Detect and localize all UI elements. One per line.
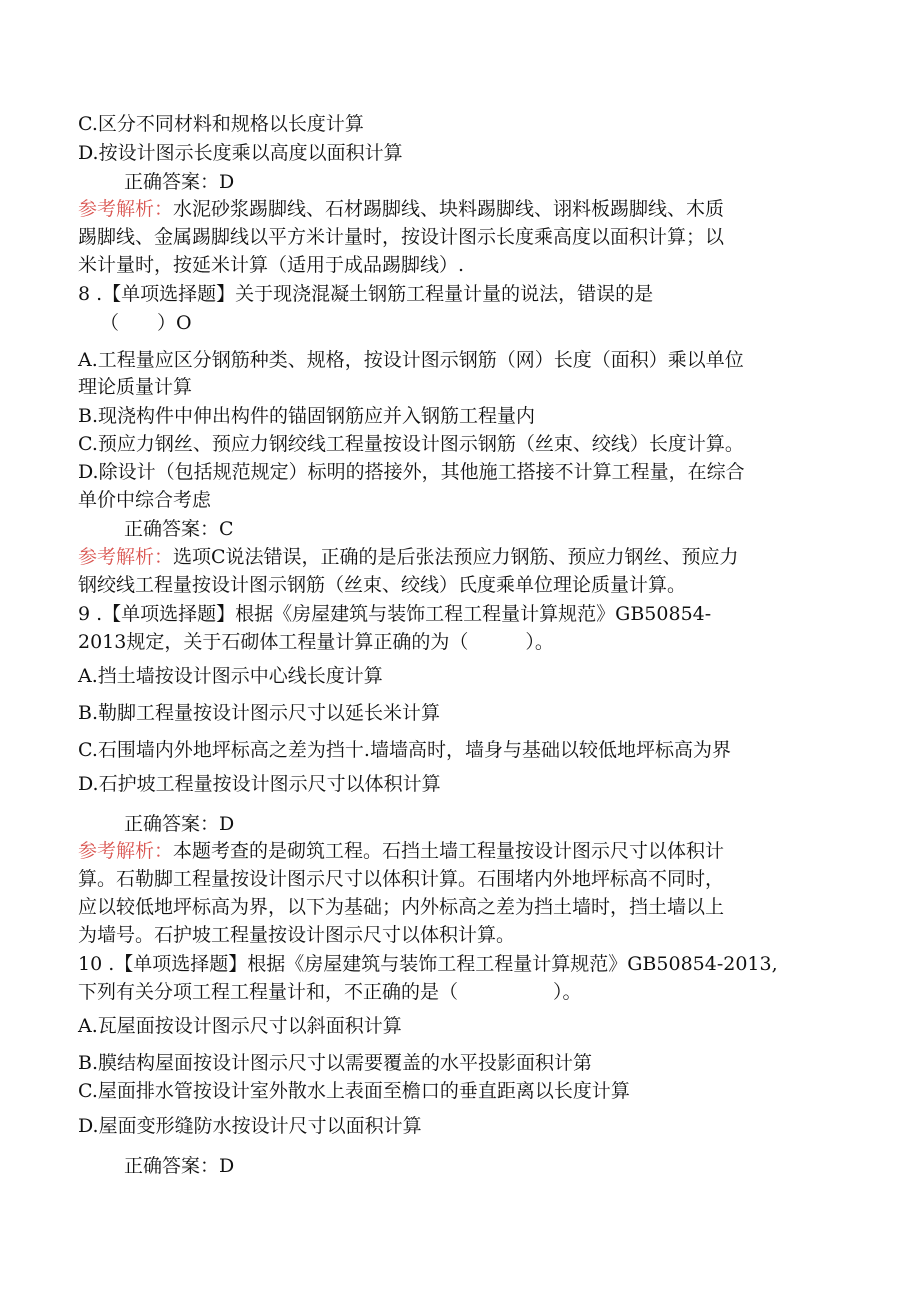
option-b-text: B.现浇构件中伸出构件的锚固钢筋应并入钢筋工程量内: [78, 405, 536, 427]
option-d-text: D.石护坡工程量按设计图示尺寸以体积计算: [78, 773, 441, 795]
analysis-text: 应以较低地坪标高为界，以下为基础；内外标高之差为挡土墙时，挡土墙以上: [78, 896, 725, 918]
option-c-text: C.屋面排水管按设计室外散水上表面至檐口的垂直距离以长度计算: [78, 1080, 630, 1102]
option-d-text: D.屋面变形缝防水按设计尺寸以面积计算: [78, 1115, 422, 1137]
option-b-text: B.膜结构屋面按设计图示尺寸以需要覆盖的水平投影面积计第: [78, 1052, 593, 1074]
question-9-title-cont: 2013规定，关于石砌体工程量计算正确的为（ ）。: [78, 631, 554, 653]
analysis-text: 钢绞线工程量按设计图示钢筋（丝束、绞线）氏度乘单位理论质量计算。: [78, 574, 687, 596]
question-8-title: 8 .【单项选择题】关于现浇混凝土钢筋工程量计量的说法，错误的是: [78, 283, 654, 305]
analysis-label: 参考解析：: [78, 198, 174, 220]
analysis-text: 算。石勒脚工程量按设计图示尺寸以体积计算。石围堵内外地坪标高不同时，: [78, 868, 725, 890]
analysis-text: 选项C说法错误，正确的是后张法预应力钢筋、预应力钢丝、预应力: [173, 546, 739, 568]
option-b-text: B.勒脚工程量按设计图示尺寸以延长米计算: [78, 702, 441, 724]
analysis-text: 踢脚线、金属踢脚线以平方米计量时，按设计图示长度乘高度以面积计算；以: [78, 226, 725, 248]
question-8-title-cont: （ ）O: [100, 312, 192, 334]
option-a-text: A.瓦屋面按设计图示尺寸以斜面积计算: [78, 1015, 402, 1037]
option-a-text-cont: 理论质量计算: [78, 376, 193, 398]
analysis-text: 米计量时，按延米计算（适用于成品踢脚线）.: [78, 254, 465, 276]
correct-answer: 正确答案：C: [124, 518, 234, 540]
analysis-line: [78, 838, 724, 864]
analysis-label: 参考解析：: [78, 840, 174, 862]
option-a-text: A.挡土墙按设计图示中心线长度计算: [78, 665, 383, 687]
correct-answer: 正确答案：D: [124, 813, 235, 835]
option-d-text-cont: 单价中综合考虑: [78, 489, 212, 511]
option-a-text: A.工程量应区分钢筋种类、规格，按设计图示钢筋（网）长度（面积）乘以单位: [78, 349, 744, 371]
analysis-text: 为墙号。石护坡工程量按设计图示尺寸以体积计算。: [78, 924, 516, 946]
option-c-text: C.区分不同材料和规格以长度计算: [78, 113, 364, 135]
analysis-line: [78, 196, 724, 222]
correct-answer: 正确答案：D: [124, 1155, 235, 1177]
option-d-text: D.除设计（包括规范规定）标明的搭接外，其他施工搭接不计算工程量，在综合: [78, 461, 745, 483]
option-c-text: C.预应力钢丝、预应力钢绞线工程量按设计图示钢筋（丝束、绞线）长度计算。: [78, 433, 744, 455]
analysis-line: [78, 544, 739, 570]
analysis-text: 本题考查的是砌筑工程。石挡土墙工程量按设计图示尺寸以体积计: [173, 840, 725, 862]
analysis-label: 参考解析：: [78, 546, 174, 568]
option-d-text: D.按设计图示长度乘以高度以面积计算: [78, 142, 403, 164]
correct-answer: 正确答案：D: [124, 171, 235, 193]
question-10-title: 10 .【单项选择题】根据《房屋建筑与装饰工程工程量计算规范》GB50854-2013,: [78, 953, 778, 975]
question-9-title: 9 .【单项选择题】根据《房屋建筑与装饰工程工程量计算规范》GB50854-: [78, 603, 712, 625]
question-10-title-cont: 下列有关分项工程工程量计和，不正确的是（ ）。: [78, 981, 582, 1003]
option-c-text: C.石围墙内外地坪标高之差为挡十.墙墙高时，墙身与基础以较低地坪标高为界: [78, 739, 731, 761]
analysis-text: 水泥砂浆踢脚线、石材踢脚线、块料踢脚线、诩料板踢脚线、木质: [173, 198, 725, 220]
